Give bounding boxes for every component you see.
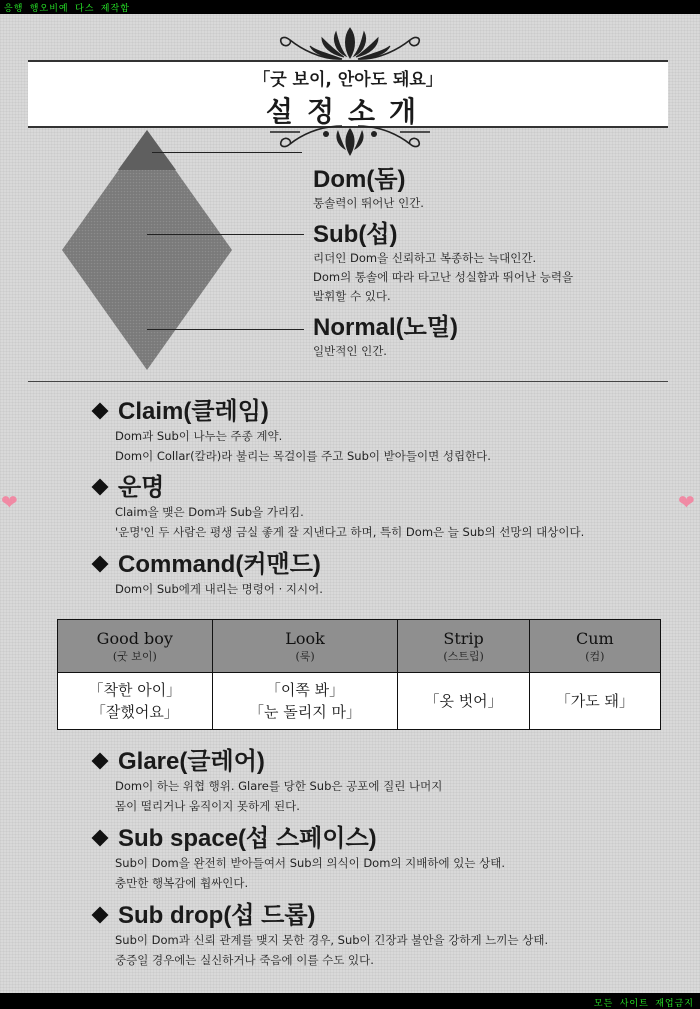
section-claim-title: Claim(클레임)	[118, 398, 269, 425]
term-normal-title: Normal(노멀)	[313, 314, 459, 341]
section-command-desc-0: Dom이 Sub에게 내리는 명령어 · 지시어.	[115, 582, 323, 596]
term-normal	[313, 314, 458, 361]
section-sub-space-desc-1: 충만한 행복감에 휩싸인다.	[115, 876, 249, 890]
diamond-bullet-icon	[92, 907, 109, 924]
diamond-bullet-icon	[92, 479, 109, 496]
section-glare-desc-0: Dom이 하는 위협 행위. Glare를 당한 Sub은 공포에 질린 나머지	[115, 779, 443, 793]
heart-icon: ❤	[1, 490, 18, 514]
diamond-bullet-icon	[92, 830, 109, 847]
title-subtitle: 「굿 보이, 안아도 돼요」	[253, 70, 443, 90]
command-table-header-row	[58, 620, 661, 673]
command-table-row	[58, 673, 661, 730]
section-sub-drop-desc-0: Sub이 Dom과 신뢰 관계를 맺지 못한 경우, Sub이 긴장과 불안을 강하게 느끼는 상태.	[115, 933, 549, 947]
command-header-look: Look (룩)	[212, 620, 398, 673]
command-header-cum: Cum (컴)	[529, 620, 660, 673]
section-sub-drop	[90, 902, 548, 970]
section-fate-desc-1: '운명'인 두 사람은 평생 금실 좋게 잘 지낸다고 하며, 특히 Dom은 늘 Sub의 선망의 대상이다.	[115, 525, 585, 539]
term-sub-desc-2: 발휘할 수 있다.	[313, 289, 391, 303]
section-fate-desc-0: Claim을 맺은 Dom과 Sub을 가리킴.	[115, 505, 304, 519]
watermark-top-left: 응행 행오비예 다스 제작함	[4, 4, 130, 14]
section-sub-space	[90, 825, 505, 893]
term-sub-desc-1: Dom의 통솔에 따라 타고난 성실함과 뛰어난 능력을	[313, 270, 574, 284]
term-sub	[313, 221, 573, 306]
command-cell-good-boy: 「착한 아이」 「잘했어요」	[58, 673, 213, 730]
section-sub-space-title: Sub space(섭 스페이스)	[118, 825, 377, 852]
command-header-good-boy: Good boy (굿 보이)	[58, 620, 213, 673]
section-command	[90, 551, 323, 599]
page-title: 설정소개	[265, 95, 431, 128]
command-cell-strip: 「옷 벗어」	[398, 673, 529, 730]
diamond-bullet-icon	[92, 556, 109, 573]
diamond-top-tier	[118, 130, 176, 170]
title-box	[28, 60, 668, 128]
term-dom	[313, 166, 424, 213]
section-command-title: Command(커맨드)	[118, 551, 321, 578]
term-dom-desc-0: 통솔력이 뛰어난 인간.	[313, 196, 424, 210]
class-diamond-diagram	[0, 130, 300, 380]
leader-line-sub	[147, 234, 304, 235]
heart-icon: ❤	[678, 490, 695, 514]
term-sub-desc-0: 리더인 Dom을 신뢰하고 복종하는 늑대인간.	[313, 251, 537, 265]
leader-line-dom	[152, 152, 302, 153]
section-glare-desc-1: 몸이 떨리거나 움직이지 못하게 된다.	[115, 799, 300, 813]
term-sub-title: Sub(섭)	[313, 221, 398, 248]
section-glare-title: Glare(글레어)	[118, 748, 265, 775]
diamond-bullet-icon	[92, 403, 109, 420]
section-divider	[28, 381, 668, 382]
section-sub-space-desc-0: Sub이 Dom을 완전히 받아들여서 Sub의 의식이 Dom의 지배하에 있는 상태.	[115, 856, 506, 870]
scroll-ornament-icon	[0, 26, 700, 62]
diamond-bullet-icon	[92, 753, 109, 770]
watermark-bottom-right: 모든 사이트 재업금지	[593, 999, 694, 1009]
section-claim-desc-1: Dom이 Collar(칼라)라 불리는 목걸이를 주고 Sub이 받아들이면 성립한다.	[115, 449, 491, 463]
command-cell-cum: 「가도 돼」	[529, 673, 660, 730]
term-dom-title: Dom(돔)	[313, 166, 406, 193]
section-claim	[90, 398, 491, 466]
section-sub-drop-desc-1: 중증일 경우에는 실신하거나 죽음에 이를 수도 있다.	[115, 953, 374, 967]
command-table	[57, 619, 661, 730]
section-fate	[90, 474, 584, 542]
command-header-strip: Strip (스트립)	[398, 620, 529, 673]
command-cell-look: 「이쪽 봐」 「눈 돌리지 마」	[212, 673, 398, 730]
term-normal-desc-0: 일반적인 인간.	[313, 344, 387, 358]
section-glare	[90, 748, 442, 816]
section-fate-title: 운명	[118, 474, 165, 501]
section-sub-drop-title: Sub drop(섭 드롭)	[118, 902, 316, 929]
leader-line-normal	[147, 329, 304, 330]
section-claim-desc-0: Dom과 Sub이 나누는 주종 계약.	[115, 429, 283, 443]
